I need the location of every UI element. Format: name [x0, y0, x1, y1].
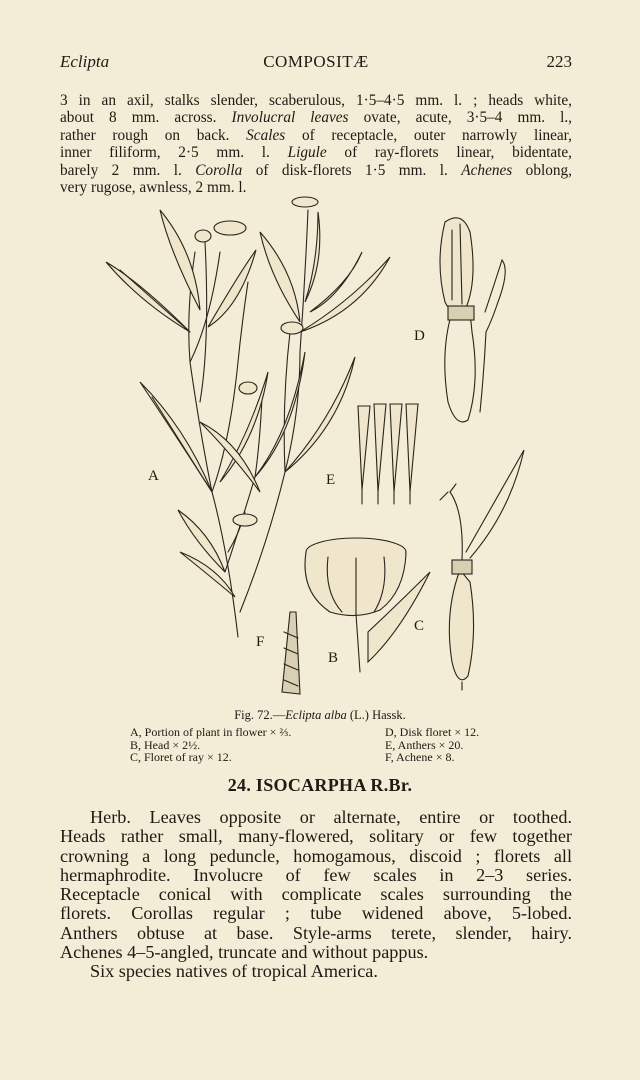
caption-suffix: (L.) Hassk.	[346, 708, 406, 722]
legend-item: D, Disk floret × 12.	[385, 725, 480, 739]
eclipta-alba-illustration	[100, 192, 540, 702]
italic-term: Corolla	[195, 161, 243, 179]
legend-item: F, Achene × 8.	[385, 750, 455, 765]
header-genus: Eclipta	[60, 52, 110, 71]
anthers	[358, 404, 418, 504]
flower-head-closeup	[305, 538, 430, 672]
label-e: E	[326, 472, 336, 488]
botanical-figure	[100, 192, 540, 702]
text-run: ovate, acute, 3·5–4 mm. l.,	[348, 109, 573, 127]
text-line: hermaphrodite. Involucre of few scales in 2–3 series.	[60, 864, 572, 885]
legend-item: B, Head × 2½.	[130, 737, 201, 752]
section-heading: 24. ISOCARPHA R.Br.	[227, 775, 413, 795]
text-line: Anthers obtuse at base. Style-arms terete, slender, hairy.	[60, 922, 572, 943]
label-a: A	[148, 468, 159, 484]
caption-species: Eclipta alba	[285, 708, 347, 722]
text-run: of disk-florets 1·5 mm. l.	[242, 161, 462, 179]
text-run: rather rough on back.	[60, 126, 247, 144]
label-b: B	[328, 650, 339, 666]
text-run: oblong,	[512, 161, 572, 179]
text-line	[60, 109, 572, 126]
text-line: Herb. Leaves opposite or alternate, entire or toothed.	[90, 807, 572, 827]
leaf	[260, 232, 300, 322]
leaf	[208, 250, 256, 327]
running-header	[60, 52, 572, 76]
text-line: Receptacle conical with complicate scales surrounding the	[60, 884, 572, 905]
caption-prefix: Fig. 72.—	[234, 708, 286, 722]
genus-description	[60, 808, 572, 962]
legend-item: A, Portion of plant in flower × ⅔.	[130, 725, 292, 739]
text-run: very rugose, awnless, 2 mm. l.	[60, 179, 247, 197]
achene	[282, 612, 300, 694]
text-line: florets. Corollas regular ; tube widened above, 5-lobed.	[60, 903, 572, 924]
text-run: 3 in an axil, stalks slender, scaberulous, 1·5–4·5 mm. l. ; heads white,	[60, 92, 572, 109]
header-family: COMPOSITÆ	[263, 52, 369, 71]
italic-term: Scales	[246, 126, 286, 144]
text-line	[60, 162, 572, 179]
disk-floret	[440, 218, 505, 422]
text-line: Heads rather small, many-flowered, solitary or few together	[60, 826, 572, 847]
text-line	[60, 127, 572, 144]
figure-caption	[0, 708, 640, 723]
text-run: inner filiform, 2·5 mm. l.	[60, 144, 288, 162]
label-f: F	[256, 634, 265, 650]
legend-item: E, Anthers × 20.	[385, 737, 464, 752]
text-run: of ray-florets linear, bidentate,	[326, 144, 572, 162]
italic-term: Achenes	[461, 161, 513, 179]
italic-term: Involucral leaves	[231, 109, 349, 127]
text-run: of receptacle, outer narrowly linear,	[285, 126, 572, 144]
text-line: crowning a long peduncle, homogamous, discoid ; florets all	[60, 845, 572, 866]
page-number: 223	[546, 52, 572, 71]
legend-item: C, Floret of ray × 12.	[130, 750, 232, 765]
text-line: Achenes 4–5-angled, truncate and without pappus.	[60, 942, 429, 963]
ray-floret	[440, 450, 524, 690]
text-run: about 8 mm. across.	[60, 109, 232, 127]
text-run: barely 2 mm. l.	[60, 161, 196, 179]
label-d: D	[414, 328, 425, 344]
text-line	[60, 92, 572, 109]
italic-term: Ligule	[287, 144, 327, 162]
label-c: C	[414, 618, 425, 634]
text-line	[60, 144, 572, 161]
species-description	[60, 92, 572, 196]
species-count-note: Six species natives of tropical America.	[90, 961, 378, 981]
